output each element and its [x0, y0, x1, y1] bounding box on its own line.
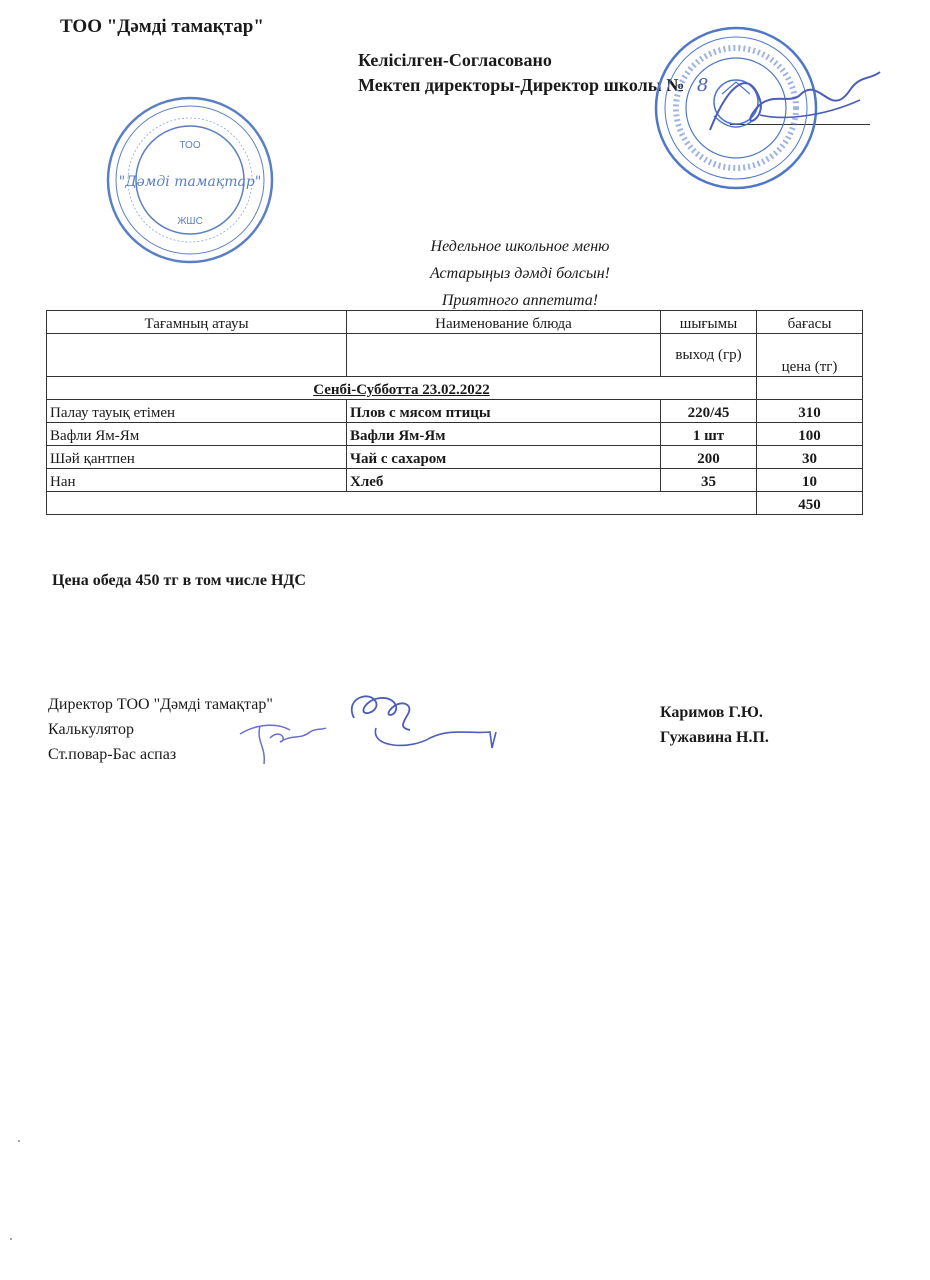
- table-row: [47, 423, 863, 446]
- dish-yield: 1 шт: [661, 423, 757, 446]
- price-note: Цена обеда 450 тг в том числе НДС: [52, 572, 306, 589]
- menu-table: [46, 310, 863, 515]
- dish-name-ru: Плов с мясом птицы: [347, 400, 661, 423]
- dish-name-ru: Вафли Ям-Ям: [347, 423, 661, 446]
- header-price-ru: цена (тг): [757, 334, 863, 377]
- wish-russian: Приятного аппетита!: [441, 292, 599, 309]
- dish-name-ru: Хлеб: [347, 469, 661, 492]
- header-price-kz: бағасы: [757, 311, 863, 334]
- total-row: [47, 492, 863, 515]
- table-row: [47, 446, 863, 469]
- dish-name-kz: Вафли Ям-Ям: [47, 423, 347, 446]
- total-price: 450: [757, 492, 863, 515]
- company-stamp: [104, 94, 276, 266]
- role-director: Директор ТОО "Дәмді тамақтар": [48, 696, 273, 713]
- company-name: ТОО "Дәмді тамақтар": [60, 16, 264, 37]
- dish-yield: 35: [661, 469, 757, 492]
- day-label: Сенбі-Субботта 23.02.2022: [47, 377, 757, 400]
- calculator-handwritten-signature: [230, 716, 330, 772]
- director-title: Мектеп директоры-Директор школы №: [358, 75, 685, 95]
- scan-speck: [10, 1238, 12, 1240]
- school-number: 8: [696, 75, 709, 96]
- stamp-top-text: ТОО: [179, 140, 201, 151]
- name-karimov: Каримов Г.Ю.: [660, 704, 763, 721]
- table-header-row-2: [47, 334, 863, 377]
- dish-name-kz: Шәй қантпен: [47, 446, 347, 469]
- day-row: [47, 377, 863, 400]
- total-row-empty: [47, 492, 757, 515]
- dish-yield: 200: [661, 446, 757, 469]
- stamp-middle-text: "Дәмді тамақтар": [118, 174, 262, 190]
- header-empty-2: [347, 334, 661, 377]
- role-calculator: Калькулятор: [48, 721, 134, 738]
- table-row: [47, 469, 863, 492]
- dish-name-kz: Палау тауық етімен: [47, 400, 347, 423]
- director-signature: [700, 60, 890, 150]
- day-row-empty: [757, 377, 863, 400]
- stamp-bottom-text: ЖШС: [177, 216, 203, 227]
- dish-price: 310: [757, 400, 863, 423]
- dish-name-ru: Чай с сахаром: [347, 446, 661, 469]
- table-row: [47, 400, 863, 423]
- menu-title: Недельное школьное меню: [430, 238, 610, 255]
- header-yield-ru: выход (гр): [661, 334, 757, 377]
- dish-name-kz: Нан: [47, 469, 347, 492]
- table-header-row: [47, 311, 863, 334]
- dish-price: 10: [757, 469, 863, 492]
- role-chef: Ст.повар-Бас аспаз: [48, 746, 177, 763]
- header-empty-1: [47, 334, 347, 377]
- wish-kazakh: Астарыңыз дәмді болсын!: [430, 265, 610, 282]
- header-name-kz: Тағамның атауы: [47, 311, 347, 334]
- approval-label: Келісілген-Согласовано: [358, 50, 552, 70]
- dish-price: 100: [757, 423, 863, 446]
- dish-price: 30: [757, 446, 863, 469]
- director-handwritten-signature: [340, 688, 510, 758]
- dish-yield: 220/45: [661, 400, 757, 423]
- scan-speck: [18, 1140, 20, 1142]
- header-yield-kz: шығымы: [661, 311, 757, 334]
- header-name-ru: Наименование блюда: [347, 311, 661, 334]
- name-guzhavina: Гужавина Н.П.: [660, 729, 769, 746]
